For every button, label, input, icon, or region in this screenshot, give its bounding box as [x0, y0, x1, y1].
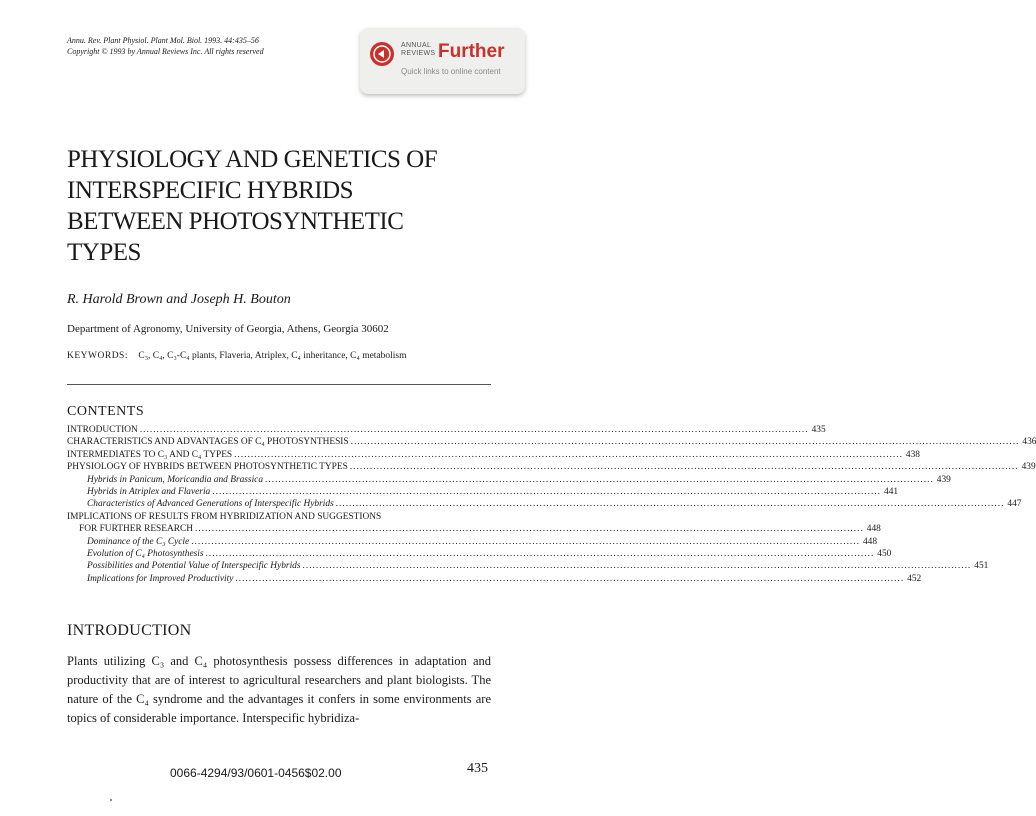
toc-entry-label: Dominance of the C₃ Cycle: [87, 536, 190, 547]
toc-entry[interactable]: [67, 436, 1036, 448]
further-links-banner[interactable]: [360, 28, 525, 94]
toc-entry-page: 448: [862, 536, 878, 547]
affiliation: Department of Agronomy, University of Georgia, Athens, Georgia 30602: [67, 323, 389, 335]
toc-leader-dots: ........................................................................................................................................................................................................: [205, 548, 875, 559]
article-title: [67, 144, 487, 268]
introduction-paragraph: Plants utilizing C₃ and C₄ photosynthesis possess differences in adaptation and productivity that are of interest to agricultural researchers and plant biologists. The nature of the C₄ syndrome and the advantages it confers in some environments are topics of considerable importance. Interspecific hybridiza-: [67, 654, 491, 725]
title-line: PHYSIOLOGY AND GENETICS OF: [67, 146, 438, 173]
toc-entry-label: IMPLICATIONS OF RESULTS FROM HYBRIDIZATION AND SUGGESTIONS: [67, 511, 382, 522]
toc-leader-dots: ........................................................................................................................................................................................................: [139, 425, 809, 435]
keywords-terms: C₃, C₄, C₃-C₄ plants, Flaveria, Atriplex, C₄ inheritance, C₄ metabolism: [138, 351, 407, 361]
toc-entry-label: CHARACTERISTICS AND ADVANTAGES OF C₄ PHOTOSYNTHESIS: [67, 437, 349, 448]
annual-reviews-logo: [401, 42, 435, 58]
toc-entry[interactable]: [67, 511, 491, 523]
toc-entry[interactable]: [67, 548, 892, 560]
toc-entry-label: PHYSIOLOGY OF HYBRIDS BETWEEN PHOTOSYNTHETIC TYPES: [67, 462, 348, 473]
toc-leader-dots: ........................................................................................................................................................................................................: [349, 462, 1019, 473]
toc-leader-dots: ........................................................................................................................................................................................................: [335, 499, 1005, 510]
divider: [67, 384, 491, 385]
toc-entry-page: 452: [907, 573, 922, 584]
citation-line: Annu. Rev. Plant Physiol. Plant Mol. Biol. 1993. 44:435–56: [67, 36, 259, 45]
back-arrow-icon: [370, 42, 394, 66]
toc-leader-dots: ........................................................................................................................................................................................................: [234, 449, 903, 460]
toc-entry[interactable]: [67, 474, 951, 486]
toc-entry[interactable]: [67, 486, 899, 498]
authors: R. Harold Brown and Joseph H. Bouton: [67, 292, 291, 307]
keywords: [67, 351, 407, 361]
toc-entry-label: Evolution of C₄ Photosynthesis: [87, 548, 204, 559]
journal-citation: [67, 36, 264, 57]
toc-leader-dots: ........................................................................................................................................................................................................: [265, 474, 934, 485]
toc-entry-label: Hybrids in Atriplex and Flaveria: [87, 486, 211, 497]
article-code: 0066-4294/93/0601-0456$02.00: [170, 766, 342, 780]
toc-entry-page: 439: [1021, 462, 1036, 473]
toc-entry-page: 448: [866, 524, 881, 535]
toc-entry[interactable]: [67, 536, 878, 548]
toc-entry-page: 439: [936, 474, 951, 485]
toc-leader-dots: ........................................................................................................................................................................................................: [350, 437, 1020, 448]
page-number: 435: [467, 761, 488, 776]
toc-leader-dots: ........................................................................................................................................................................................................: [195, 524, 864, 535]
toc-entry[interactable]: [67, 449, 920, 461]
quick-links-label: Quick links to online content: [401, 67, 501, 76]
toc-entry-label: INTERMEDIATES TO C₃ AND C₄ TYPES: [67, 449, 233, 460]
copyright-line: Copyright © 1993 by Annual Reviews Inc. All rights reserved: [67, 46, 264, 56]
toc-entry-label: Characteristics of Advanced Generations of Interspecific Hybrids: [87, 499, 334, 510]
toc-entry[interactable]: [67, 498, 1022, 510]
toc-entry-label: Hybrids in Panicum, Moricandia and Brassica: [87, 474, 264, 485]
keywords-label: KEYWORDS:: [67, 351, 128, 361]
toc-entry-page: 438: [905, 449, 920, 460]
toc-entry[interactable]: [67, 573, 922, 585]
toc-entry[interactable]: [67, 523, 881, 535]
toc-entry-page: 441: [884, 486, 899, 497]
toc-entry-label: FOR FURTHER RESEARCH: [79, 524, 194, 535]
logo-reviews: REVIEWS: [401, 50, 436, 57]
title-line: BETWEEN PHOTOSYNTHETIC: [67, 208, 404, 235]
toc-entry-page: 436: [1022, 437, 1036, 448]
toc-entry-label: Possibilities and Potential Value of Interspecific Hybrids: [87, 561, 301, 572]
toc-entry[interactable]: [67, 461, 1036, 473]
toc-leader-dots: ........................................................................................................................................................................................................: [212, 486, 881, 497]
contents-heading: CONTENTS: [67, 404, 145, 419]
table-of-contents: [67, 424, 1036, 585]
toc-entry[interactable]: [67, 424, 826, 436]
toc-entry-page: 450: [877, 548, 892, 559]
toc-entry-page: 451: [974, 561, 989, 572]
toc-leader-dots: ........................................................................................................................................................................................................: [302, 561, 972, 572]
title-line: INTERSPECIFIC HYBRIDS: [67, 177, 354, 204]
scan-speck: [110, 799, 112, 801]
title-line: TYPES: [67, 239, 141, 266]
toc-entry-page: 435: [811, 425, 826, 435]
further-label: Further: [438, 41, 505, 62]
introduction-heading: INTRODUCTION: [67, 622, 192, 639]
toc-leader-dots: ........................................................................................................................................................................................................: [191, 536, 860, 547]
toc-entry-page: 447: [1007, 499, 1022, 510]
logo-annual: ANNUAL: [401, 42, 432, 49]
toc-entry-label: Implications for Improved Productivity: [87, 573, 234, 584]
toc-leader-dots: ........................................................................................................................................................................................................: [235, 573, 905, 584]
toc-entry-label: INTRODUCTION: [67, 425, 138, 435]
toc-entry[interactable]: [67, 560, 989, 572]
